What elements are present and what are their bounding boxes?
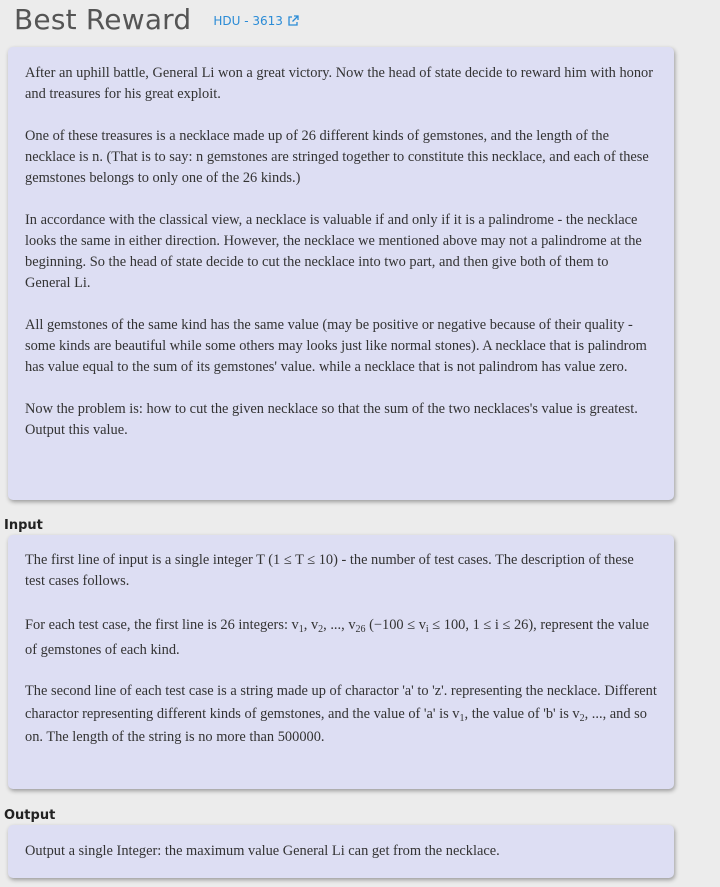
problem-header: [14, 0, 299, 38]
description-panel: [8, 47, 674, 500]
input-paragraph: The first line of input is a single integer T (1 ≤ T ≤ 10) - the number of test cases. The description of these test cases follows.: [25, 552, 634, 589]
description-paragraph: One of these treasures is a necklace made up of 26 different kinds of gemstones, and the length of the necklace is n. (That is to say: n gemstones are stringed together to constitute this necklace, and each of these gemstones belongs to only one of the 26 kinds.): [25, 128, 649, 186]
description-paragraph: All gemstones of the same kind has the same value (may be positive or negative because of their quality - some kinds are beautiful while some others may looks just like normal stones). A necklace that is palindrom has value equal to the sum of its gemstones' value. while a necklace that is not palindrom has value zero.: [25, 317, 647, 375]
input-paragraph: The second line of each test case is a string made up of charactor 'a' to 'z'. representing the necklace. Different charactor representing different kinds of gemstones, and the value of 'a' is $v_1$, the value of 'b' is $v_2$, ..., and so on. The length of the string is no more than 500000.: [25, 683, 657, 745]
description-paragraph: In accordance with the classical view, a necklace is valuable if and only if it is a palindrome - the necklace looks the same in either direction. However, the necklace we mentioned above may not a palindrome at the beginning. So the head of state decide to cut the necklace into two part, and then give both of them to General Li.: [25, 212, 642, 291]
output-panel: [8, 825, 674, 878]
input-paragraph: For each test case, the first line is 26 integers: $v_1$, $v_2$, ..., $v_{26}$ ($-100 \le v_i \le 100$, 1 ≤ i ≤ 26), represent the value of gemstones of each kind.: [25, 617, 650, 658]
description-paragraph: Now the problem is: how to cut the given necklace so that the sum of the two necklaces's value is greatest. Output this value.: [25, 401, 638, 438]
input-panel: [8, 535, 674, 789]
output-paragraph: Output a single Integer: the maximum value General Li can get from the necklace.: [25, 843, 500, 859]
external-link-icon: [287, 15, 299, 27]
source-link-label[interactable]: HDU - 3613: [213, 14, 283, 28]
input-section-label: Input: [4, 518, 43, 533]
source-link[interactable]: [213, 14, 299, 28]
description-paragraph: After an uphill battle, General Li won a great victory. Now the head of state decide to reward him with honor and treasures for his great exploit.: [25, 65, 654, 102]
problem-title: Best Reward: [14, 2, 192, 36]
output-section-label: Output: [4, 808, 56, 823]
